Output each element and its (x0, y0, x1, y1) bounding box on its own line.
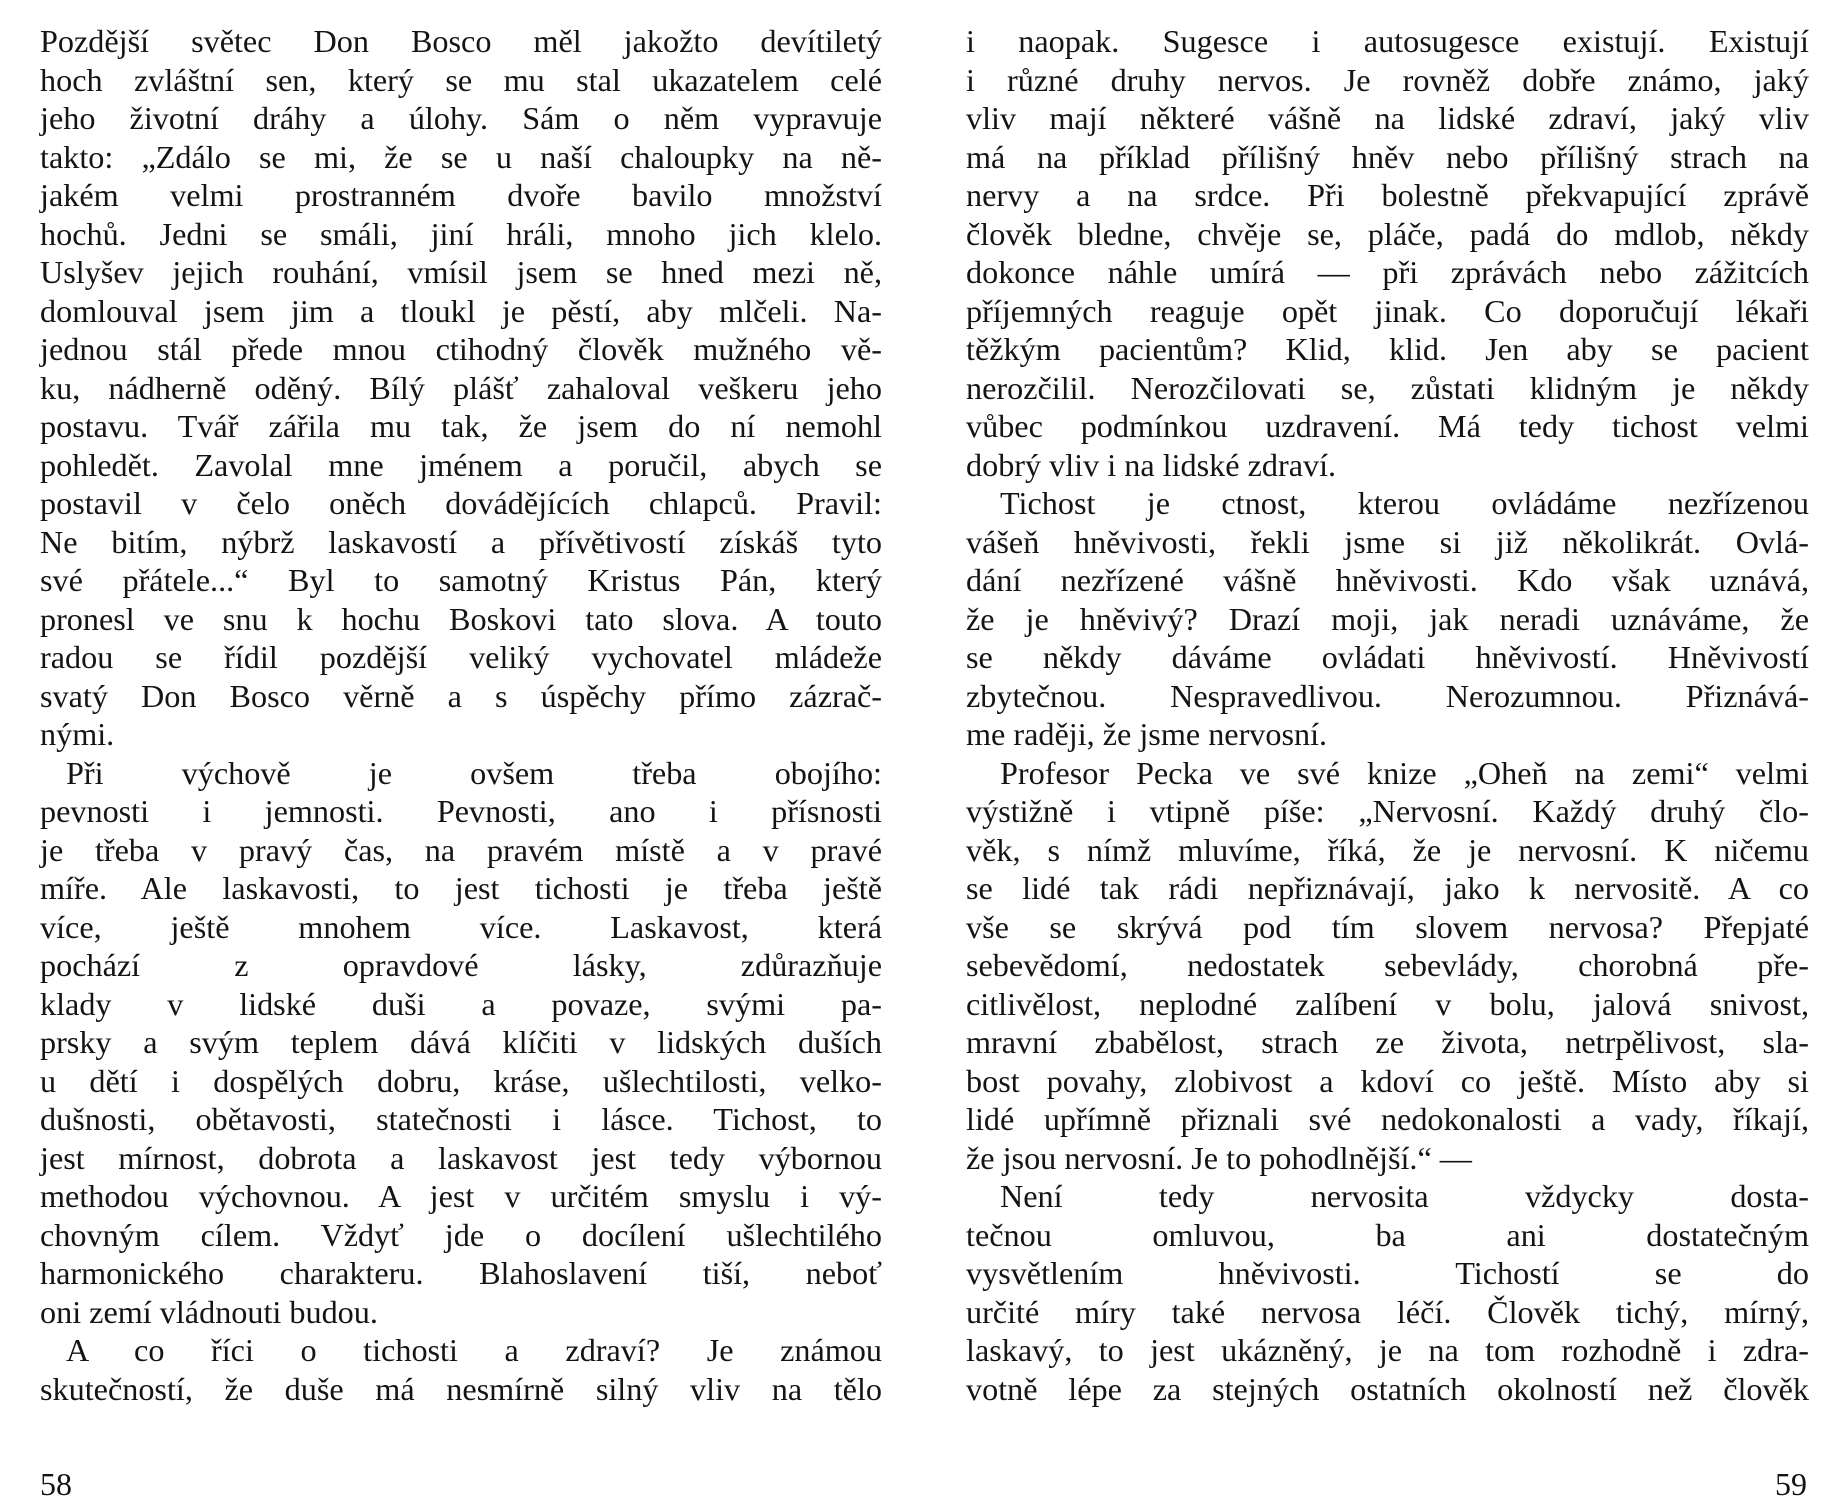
text-line: i naopak. Sugesce i autosugesce existují. Existují (966, 23, 1809, 59)
text-line-spaced: Není tedy nervosita vždycky dosta- (1000, 1178, 1809, 1214)
text-line: se někdy dáváme ovládati hněvivostí. Hněvivostí (966, 639, 1809, 675)
text-line: člověk bledne, chvěje se, pláče, padá do mdlob, někdy (966, 215, 1809, 252)
text-line: harmonického charakteru. Blahoslavení tiší, neboť (40, 1255, 882, 1291)
text-line: votně lépe za stejných ostatních okolností než člověk (966, 1370, 1809, 1407)
text-line: příjemných reaguje opět jinak. Co doporučují lékaři (966, 292, 1809, 329)
left-page-text (40, 22, 882, 1408)
text-line: své přátele...“ Byl to samotný Kristus Pán, který (40, 562, 882, 598)
text-line: hochů. Jedni se smáli, jiní hráli, mnoho jich klelo. (40, 215, 882, 252)
text-line: radou se řídil pozdější veliký vychovatel mládeže (40, 639, 882, 675)
text-line: se lidé tak rádi nepřiznávají, jako k nervositě. A co (966, 870, 1809, 906)
text-line: oni zemí vládnouti budou. (40, 1293, 378, 1330)
text-line: jakém velmi prostranném dvoře bavilo množství (40, 177, 882, 213)
text-line: více, ještě mnohem více. Laskavost, která (40, 908, 882, 945)
text-line: Tichost je ctnost, kterou ovládáme nezřízenou (1000, 485, 1809, 521)
text-line: Pozdější světec Don Bosco měl jakožto devítiletý (40, 23, 882, 59)
text-line: dušnosti, obětavosti, statečnosti i lásce. Tichost, to (40, 1101, 882, 1137)
text-line: míře. Ale laskavosti, to jest tichosti je třeba ještě (40, 870, 882, 906)
text-line: hoch zvláštní sen, který se mu stal ukazatelem celé (40, 61, 882, 98)
text-line: methodou výchovnou. A jest v určitém smyslu i vý- (40, 1178, 882, 1214)
text-line: me raději, že jsme nervosní. (966, 716, 1328, 752)
text-line: těžkým pacientům? Klid, klid. Jen aby se pacient (966, 331, 1809, 367)
text-line-spaced: klady v lidské duši a povaze, svými pa- (40, 985, 882, 1022)
text-line: postavu. Tvář zářila mu tak, že jsem do ní nemohl (40, 408, 882, 444)
text-line: vliv mají některé vášně na lidské zdraví, jaký vliv (966, 100, 1809, 136)
text-line: sebevědomí, nedostatek sebevlády, chorobná pře- (966, 947, 1809, 983)
text-line: věk, s nímž mluvíme, říká, že je nervosní. K ničemu (966, 831, 1809, 868)
text-line: dobrý vliv i na lidské zdraví. (966, 446, 1337, 483)
text-line: citlivělost, neplodné zalíbení v bolu, jalová snivost, (966, 985, 1809, 1022)
text-line: mravní zbabělost, strach ze života, netrpělivost, sla- (966, 1024, 1809, 1060)
text-line: A co říci o tichosti a zdraví? Je známou (66, 1332, 882, 1368)
text-line: vůbec podmínkou uzdravení. Má tedy tichost velmi (966, 408, 1809, 444)
text-line-spaced: tečnou omluvou, ba ani dostatečným (966, 1216, 1809, 1253)
text-line: jednou stál přede mnou ctihodný člověk mužného vě- (40, 331, 882, 367)
text-line: laskavý, to jest ukázněný, je na tom rozhodně i zdra- (966, 1332, 1809, 1368)
text-line: dání nezřízené vášně hněvivosti. Kdo však uznává, (966, 562, 1809, 598)
text-line: Ne bitím, nýbrž laskavostí a přívětivostí získáš tyto (40, 523, 882, 560)
text-line: i různé druhy nervos. Je rovněž dobře známo, jaký (966, 61, 1809, 98)
text-line: ku, nádherně oděný. Bílý plášť zahaloval veškeru jeho (40, 369, 882, 406)
text-line: jeho životní dráhy a úlohy. Sám o něm vypravuje (40, 100, 882, 136)
text-line: lidé upřímně přiznali své nedokonalosti a vady, říkají, (966, 1101, 1809, 1137)
text-line: skutečností, že duše má nesmírně silný vliv na tělo (40, 1370, 882, 1407)
text-line: nervy a na srdce. Při bolestně překvapující zprávě (966, 177, 1809, 213)
text-line: takto: „Zdálo se mi, že se u naší chaloupky na ně- (40, 138, 882, 175)
text-line: že jsou nervosní. Je to pohodlnější.“ — (966, 1139, 1472, 1176)
right-page-text (966, 22, 1809, 1408)
text-line: dokonce náhle umírá — při zprávách nebo zážitcích (966, 254, 1809, 290)
text-line: zbytečnou. Nespravedlivou. Nerozumnou. Přiznává- (966, 677, 1809, 714)
text-line: určité míry také nervosa léčí. Člověk tichý, mírný, (966, 1293, 1809, 1330)
text-line: postavil v čelo oněch dovádějících chlapců. Pravil: (40, 485, 882, 521)
text-line: jest mírnost, dobrota a laskavost jest tedy výbornou (40, 1139, 882, 1176)
text-line: pevnosti i jemnosti. Pevnosti, ano i přísnosti (40, 793, 882, 829)
text-line: u dětí i dospělých dobru, kráse, ušlechtilosti, velko- (40, 1062, 882, 1099)
text-line: nými. (40, 716, 115, 752)
text-line: domlouval jsem jim a tloukl je pěstí, aby mlčeli. Na- (40, 292, 882, 329)
page-number-left: 58 (40, 1466, 72, 1502)
text-line: pohledět. Zavolal mne jménem a poručil, abych se (40, 446, 882, 483)
text-line: Profesor Pecka ve své knize „Oheň na zemi“ velmi (1000, 754, 1809, 791)
text-line: pronesl ve snu k hochu Boskovi tato slova. A touto (40, 600, 882, 637)
text-line: vše se skrývá pod tím slovem nervosa? Přepjaté (966, 908, 1809, 945)
text-line-spaced: pochází z opravdové lásky, zdůrazňuje (40, 947, 882, 983)
text-line: má na příklad přílišný hněv nebo přílišný strach na (966, 138, 1809, 175)
text-line: Uslyšev jejich rouhání, vmísil jsem se hned mezi ně, (40, 254, 882, 290)
text-line: že je hněvivý? Drazí moji, jak neradi uznáváme, že (966, 600, 1809, 637)
text-line: nerozčilil. Nerozčilovati se, zůstati klidným je někdy (966, 369, 1809, 406)
text-line: výstižně i vtipně píše: „Nervosní. Každý druhý člo- (966, 793, 1809, 829)
text-line: bost povahy, zlobivost a kdoví co ještě. Místo aby si (966, 1062, 1809, 1099)
page-number-right: 59 (1775, 1466, 1807, 1502)
text-line: chovným cílem. Vždyť jde o docílení ušlechtilého (40, 1216, 882, 1253)
text-line: vášeň hněvivosti, řekli jsme si již několikrát. Ovlá- (966, 523, 1809, 560)
text-line: prsky a svým teplem dává klíčiti v lidských duších (40, 1024, 882, 1060)
text-line: vysvětlením hněvivosti. Tichostí se do (966, 1255, 1809, 1291)
text-line-spaced: Při výchově je ovšem třeba obojího: (66, 754, 882, 791)
text-line: je třeba v pravý čas, na pravém místě a v pravé (40, 831, 882, 868)
text-line: svatý Don Bosco věrně a s úspěchy přímo zázrač- (40, 677, 882, 714)
